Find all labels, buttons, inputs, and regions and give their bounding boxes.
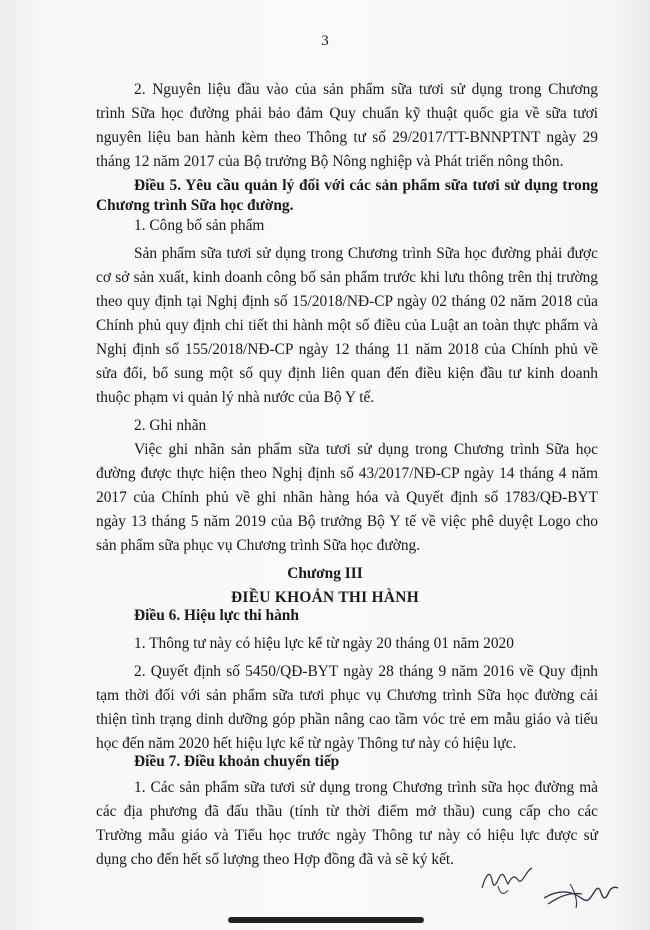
initial-signature-mark — [478, 860, 538, 900]
article-5-heading: Điều 5. Yêu cầu quản lý đối với các sản phẩm sữa tươi sử dụng trong — [134, 177, 598, 194]
paragraph-line: nguyên liệu ban hành kèm theo Thông tư số 29/2017/TT-BNNPTNT ngày 29 — [96, 129, 598, 146]
paragraph-line: dụng cho đến hết số lượng theo Hợp đồng đã và sẽ ký kết. — [96, 851, 455, 868]
page-number: 3 — [321, 33, 329, 49]
paragraph-line: Nghị định số 155/2018/NĐ-CP ngày 12 tháng 11 năm 2018 của Chính phủ về — [96, 341, 598, 358]
article-7-heading: Điều 7. Điều khoản chuyển tiếp — [134, 753, 340, 770]
home-indicator-bar — [228, 917, 424, 923]
paragraph-line: Việc ghi nhãn sản phẩm sữa tươi sử dụng trong Chương trình Sữa học — [134, 441, 598, 458]
paragraph-line: theo quy định tại Nghị định số 15/2018/NĐ-CP ngày 02 tháng 02 năm 2018 của — [96, 293, 598, 310]
paragraph-line: thuộc phạm vi quản lý nhà nước của Bộ Y tế. — [96, 389, 375, 406]
paragraph-line: 1. Các sản phẩm sữa tươi sử dụng trong Chương trình sữa học đường mà — [134, 779, 598, 796]
paragraph-line: tạm thời đối với sản phẩm sữa tươi phục vụ Chương trình Sữa học đường cải — [96, 687, 598, 704]
paragraph-line: 2017 của Chính phủ về ghi nhãn hàng hóa và Quyết định số 1783/QĐ-BYT — [96, 489, 598, 506]
paragraph-line: thiện tình trạng dinh dưỡng góp phần nâng cao tầm vóc trẻ em mẫu giáo và tiểu — [96, 711, 598, 728]
section-heading: 2. Ghi nhãn — [134, 417, 207, 434]
paragraph-line: ngày 13 tháng 5 năm 2019 của Bộ trưởng Bộ Y tế về việc phê duyệt Logo cho — [96, 513, 598, 530]
paragraph-line: sửa đổi, bổ sung một số quy định liên quan đến điều kiện đầu tư kinh doanh — [96, 365, 598, 382]
paragraph-line: 2. Nguyên liệu đầu vào của sản phẩm sữa tươi sử dụng trong Chương — [134, 81, 598, 98]
section-heading: 1. Công bố sản phẩm — [134, 217, 265, 234]
paragraph-line: các địa phương đã đấu thầu (tính từ thời điểm mở thầu) cung cấp cho các — [96, 803, 598, 820]
paragraph-line: học đến năm 2020 hết hiệu lực kể từ ngày Thông tư này có hiệu lực. — [96, 735, 517, 752]
paragraph-line: sản phẩm sữa phục vụ Chương trình Sữa học đường. — [96, 537, 421, 554]
signature-mark — [540, 870, 620, 915]
chapter-title: ĐIỀU KHOẢN THI HÀNH — [231, 589, 419, 606]
paragraph-line: 1. Thông tư này có hiệu lực kể từ ngày 20 tháng 01 năm 2020 — [134, 635, 514, 652]
article-5-heading-cont: Chương trình Sữa học đường. — [96, 197, 294, 214]
paragraph-line: Trường mẫu giáo và Tiểu học trước ngày Thông tư này có hiệu lực được sử — [96, 827, 598, 844]
article-6-heading: Điều 6. Hiệu lực thi hành — [134, 607, 299, 624]
paragraph-line: tháng 12 năm 2017 của Bộ trưởng Bộ Nông nghiệp và Phát triển nông thôn. — [96, 153, 564, 170]
paragraph-line: đường được thực hiện theo Nghị định số 43/2017/NĐ-CP ngày 14 tháng 4 năm — [96, 465, 598, 482]
paragraph-line: Sản phẩm sữa tươi sử dụng trong Chương trình Sữa học đường phải được — [134, 245, 598, 262]
paragraph-line: trình Sữa học đường phải bảo đảm Quy chuẩn kỹ thuật quốc gia về sữa tươi — [96, 105, 598, 122]
paragraph-line: 2. Quyết định số 5450/QĐ-BYT ngày 28 tháng 9 năm 2016 về Quy định — [134, 663, 598, 680]
chapter-number: Chương III — [287, 565, 363, 582]
paragraph-line: Chính phủ quy định chi tiết thi hành một số điều của Luật an toàn thực phẩm và — [96, 317, 598, 334]
paragraph-line: cơ sở sản xuất, kinh doanh công bố sản phẩm trước khi lưu thông trên thị trường — [96, 269, 598, 286]
